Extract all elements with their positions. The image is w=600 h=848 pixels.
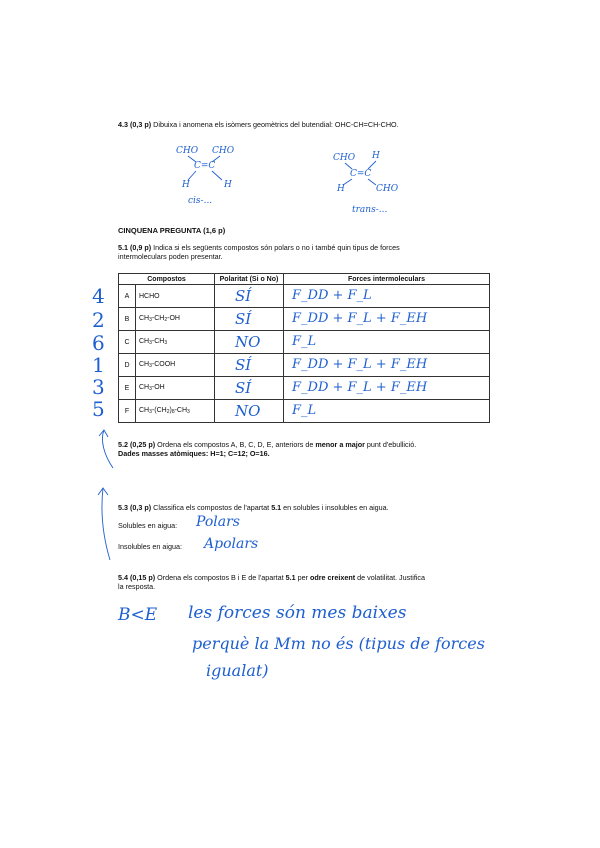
row-letter: E bbox=[119, 377, 136, 400]
question-5-1-line2: intermoleculars poden presentar. bbox=[118, 252, 223, 261]
row-compound: $CH_3-CH_3$ bbox=[136, 331, 215, 354]
trans-bottom-right: CHO bbox=[376, 184, 399, 194]
row-polarity: NO bbox=[215, 331, 284, 354]
row-compound: $CH_3-(CH_2)_8-CH_3$ bbox=[136, 400, 215, 423]
soluble-answer: Polars bbox=[196, 514, 240, 530]
trans-top-right: H bbox=[372, 151, 380, 161]
header-polarity: Polaritat (Si o No) bbox=[215, 274, 284, 285]
row-polarity: SÍ bbox=[215, 354, 284, 377]
cis-bottom-right: H bbox=[224, 180, 232, 190]
header-forces: Forces intermoleculars bbox=[284, 274, 490, 285]
question-5-2: 5.2 (0,25 p) Ordena els compostos A, B, C, D, E, anteriors de menor a major punt d'ebullició. bbox=[118, 440, 417, 449]
header-compounds: Compostos bbox=[119, 274, 215, 285]
question-5-4-label: 5.4 (0,15 p) bbox=[118, 573, 156, 582]
table-row bbox=[119, 285, 490, 308]
trans-name: trans-... bbox=[352, 205, 388, 215]
row-compound: HCHO bbox=[136, 285, 215, 308]
row-polarity: SÍ bbox=[215, 308, 284, 331]
rank-b: 2 bbox=[92, 308, 105, 332]
row-forces: F_L bbox=[284, 400, 490, 423]
row-letter: B bbox=[119, 308, 136, 331]
rank-c: 6 bbox=[92, 331, 105, 355]
question-5-3: 5.3 (0,3 p) Classifica els compostos de l'apartat 5.1 en solubles i insolubles en aigua. bbox=[118, 503, 389, 512]
question-5-1-text: Indica si els següents compostos són polars o no i també quin tipus de forces bbox=[151, 243, 400, 252]
row-compound: $CH_3$-COOH bbox=[136, 354, 215, 377]
table-row bbox=[119, 354, 490, 377]
table-row bbox=[119, 331, 490, 354]
row-letter: D bbox=[119, 354, 136, 377]
rank-f: 5 bbox=[92, 397, 105, 421]
row-compound: $CH_3-OH$ bbox=[136, 377, 215, 400]
question-4-3-text: Dibuixa i anomena els isòmers geomètrics del butendial: OHC-CH=CH-CHO. bbox=[151, 120, 399, 129]
row-forces: F_L bbox=[284, 331, 490, 354]
question-5-4: 5.4 (0,15 p) Ordena els compostos B i E de l'apartat 5.1 per odre creixent de volatilitat. Justifica bbox=[118, 573, 426, 582]
insoluble-answer: Apolars bbox=[204, 536, 259, 552]
question-5-1-label: 5.1 (0,9 p) bbox=[118, 243, 152, 252]
row-forces: F_DD + F_L + F_EH bbox=[284, 308, 490, 331]
cis-name: cis-... bbox=[188, 196, 213, 206]
row-forces: F_DD + F_L + F_EH bbox=[284, 354, 490, 377]
answer-5-4-order: B<E bbox=[118, 605, 158, 625]
table-header-row bbox=[119, 274, 490, 285]
trans-bottom-left: H bbox=[337, 184, 345, 194]
table-row bbox=[119, 400, 490, 423]
cis-top-left: CHO bbox=[176, 146, 199, 156]
compounds-table bbox=[118, 273, 490, 423]
rank-d: 1 bbox=[92, 353, 105, 377]
question-4-3-label: 4.3 (0,3 p) bbox=[118, 120, 152, 129]
section-title: CINQUENA PREGUNTA (1,6 p) bbox=[118, 226, 226, 235]
rank-e: 3 bbox=[92, 375, 105, 399]
rank-a: 4 bbox=[92, 284, 105, 308]
question-5-2-label: 5.2 (0,25 p) bbox=[118, 440, 156, 449]
answer-5-4-line3: igualat) bbox=[206, 661, 269, 680]
trans-top-left: CHO bbox=[333, 153, 356, 163]
question-5-4-line2: la resposta. bbox=[118, 582, 156, 591]
row-letter: A bbox=[119, 285, 136, 308]
question-5-1 bbox=[118, 243, 400, 252]
row-polarity: SÍ bbox=[215, 377, 284, 400]
trans-center: C=C bbox=[350, 169, 372, 179]
row-letter: F bbox=[119, 400, 136, 423]
table-row bbox=[119, 377, 490, 400]
cis-top-right: CHO bbox=[212, 146, 235, 156]
question-5-3-label: 5.3 (0,3 p) bbox=[118, 503, 152, 512]
row-compound: $CH_3-CH_2-OH$ bbox=[136, 308, 215, 331]
row-letter: C bbox=[119, 331, 136, 354]
insoluble-label: Insolubles en aigua: bbox=[118, 542, 182, 551]
table-row bbox=[119, 308, 490, 331]
row-polarity: SÍ bbox=[215, 285, 284, 308]
cis-bottom-left: H bbox=[182, 180, 190, 190]
row-forces: F_DD + F_L bbox=[284, 285, 490, 308]
row-polarity: NO bbox=[215, 400, 284, 423]
answer-5-4-line2: perquè la Mm no és (tipus de forces bbox=[192, 634, 485, 653]
soluble-label: Solubles en aigua: bbox=[118, 521, 178, 530]
answer-5-4-line1: les forces són mes baixes bbox=[188, 603, 407, 623]
row-forces: F_DD + F_L + F_EH bbox=[284, 377, 490, 400]
question-5-2-line2: Dades masses atòmiques: H=1; C=12; O=16. bbox=[118, 449, 270, 458]
cis-center: C=C bbox=[194, 161, 216, 171]
